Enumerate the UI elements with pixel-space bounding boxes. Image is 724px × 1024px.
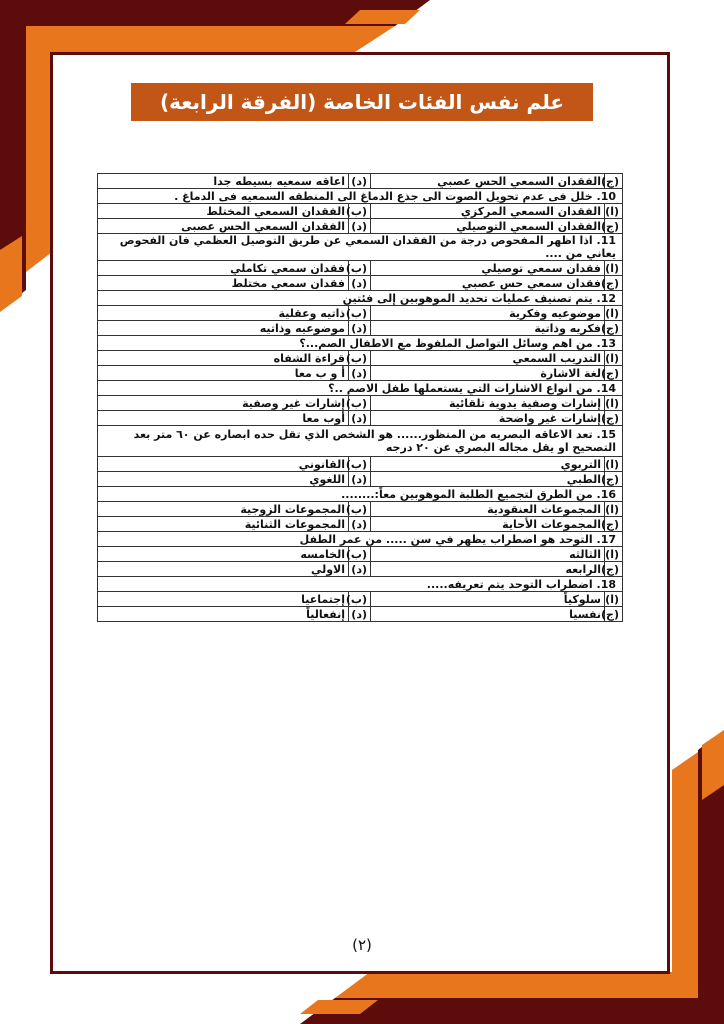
question-row — [98, 487, 623, 502]
option-letter: (ب) — [349, 261, 371, 276]
option-text: الفقدان السمعي الحس عصبى — [98, 219, 349, 234]
question-row — [98, 381, 623, 396]
option-text: فقدان سمعي تكاملي — [98, 261, 349, 276]
options-row — [98, 219, 623, 234]
questions-table — [97, 173, 623, 622]
option-text: فقدان سمعي مختلط — [98, 276, 349, 291]
option-letter: (ا) — [605, 351, 623, 366]
option-letter: (ا) — [605, 502, 623, 517]
option-text: قراءة الشفاه — [98, 351, 349, 366]
option-letter: (ج) — [605, 472, 623, 487]
options-row — [98, 547, 623, 562]
option-text: فقدان سمعي حس عصبي — [371, 276, 605, 291]
options-row — [98, 204, 623, 219]
option-letter: (ا) — [605, 547, 623, 562]
option-text: الفقدان السمعي المركزي — [371, 204, 605, 219]
option-text: القانوني — [98, 457, 349, 472]
option-letter: (ب) — [349, 457, 371, 472]
option-text: اعاقه سمعيه بسيطه جدا — [98, 174, 349, 189]
question-row — [98, 577, 623, 592]
option-letter: (ب) — [349, 351, 371, 366]
options-row — [98, 306, 623, 321]
option-text: فكريه وذاتية — [371, 321, 605, 336]
option-letter: (د) — [349, 472, 371, 487]
options-row — [98, 411, 623, 426]
question-text: 15. تعد الاعاقه البصريه من المنظور...... هو الشخص الذي تقل حده ابصاره عن ٦٠ متر بعد التصحيح او يقل مجاله البصري عن ٢٠ درجه — [98, 426, 623, 457]
option-text: الرابعه — [371, 562, 605, 577]
option-letter: (ا) — [605, 306, 623, 321]
option-letter: (ا) — [605, 261, 623, 276]
option-letter: (د) — [349, 411, 371, 426]
question-text: 12. يتم تصنيف عمليات تحديد الموهوبين إلى فئتين — [98, 291, 623, 306]
options-row — [98, 276, 623, 291]
option-text: إشارات غير وصفية — [98, 396, 349, 411]
option-letter: (ج) — [605, 276, 623, 291]
option-text: المجموعات الثنائية — [98, 517, 349, 532]
option-text: المجموعات الأحاية — [371, 517, 605, 532]
option-text: أ و ب معا — [98, 366, 349, 381]
options-row — [98, 396, 623, 411]
option-letter: (ج) — [605, 562, 623, 577]
option-letter: (د) — [349, 174, 371, 189]
options-row — [98, 174, 623, 189]
option-letter: (ب) — [349, 502, 371, 517]
question-row — [98, 532, 623, 547]
option-letter: (ب) — [349, 204, 371, 219]
options-row — [98, 592, 623, 607]
option-text: الاولي — [98, 562, 349, 577]
option-text: إشارات وصفية يدوية تلقائية — [371, 396, 605, 411]
option-letter: (ج) — [605, 321, 623, 336]
option-text: فقدان سمعي توصيلي — [371, 261, 605, 276]
option-text: نفسيا — [371, 607, 605, 622]
option-text: سلوكياً — [371, 592, 605, 607]
option-text: إشارات غير واضحة — [371, 411, 605, 426]
question-text: 17. التوحد هو اضطراب يظهر في سن ..... من عمر الطفل — [98, 532, 623, 547]
option-text: اللغوي — [98, 472, 349, 487]
option-letter: (د) — [349, 276, 371, 291]
option-letter: (ا) — [605, 396, 623, 411]
question-row — [98, 234, 623, 261]
option-text: التدريب السمعي — [371, 351, 605, 366]
option-letter: (ا) — [605, 204, 623, 219]
options-row — [98, 457, 623, 472]
option-letter: (ج) — [605, 517, 623, 532]
option-letter: (ج) — [605, 366, 623, 381]
option-letter: (د) — [349, 219, 371, 234]
option-text: المجموعات العنقودية — [371, 502, 605, 517]
options-row — [98, 502, 623, 517]
option-letter: (ا) — [605, 457, 623, 472]
option-letter: (ج) — [605, 411, 623, 426]
option-letter: (ج) — [605, 607, 623, 622]
option-text: موضوعيه وفكرية — [371, 306, 605, 321]
question-text: 14. من انواع الاشارات التي يستعملها طفل الاصم ..؟ — [98, 381, 623, 396]
question-row — [98, 426, 623, 457]
option-text: موضوعيه وذاتيه — [98, 321, 349, 336]
question-text: 16. من الطرق لتجميع الطلبة الموهوبين معاً:........ — [98, 487, 623, 502]
option-text: الفقدان السمعي الحس عصبي — [371, 174, 605, 189]
option-letter: (د) — [349, 562, 371, 577]
options-row — [98, 472, 623, 487]
option-text: الخامسه — [98, 547, 349, 562]
option-letter: (ب) — [349, 396, 371, 411]
option-text: إجتماعيا — [98, 592, 349, 607]
option-text: لغة الاشارة — [371, 366, 605, 381]
option-letter: (ا) — [605, 592, 623, 607]
option-text: المجموعات الزوجية — [98, 502, 349, 517]
option-text: إنفعالياً — [98, 607, 349, 622]
option-letter: (ج) — [605, 219, 623, 234]
option-letter: (ب) — [349, 306, 371, 321]
options-row — [98, 517, 623, 532]
option-text: الفقدان السمعي التوصيلي — [371, 219, 605, 234]
option-letter: (د) — [349, 321, 371, 336]
option-text: ذاتيه وعقلية — [98, 306, 349, 321]
page-title: علم نفس الفئات الخاصة (الفرقة الرابعة) — [131, 83, 593, 121]
question-text: 18. اضطراب التوحد يتم تعريفه..... — [98, 577, 623, 592]
option-letter: (د) — [349, 366, 371, 381]
options-row — [98, 261, 623, 276]
option-letter: (ج) — [605, 174, 623, 189]
options-row — [98, 607, 623, 622]
question-text: 13. من اهم وسائل التواصل الملفوظ مع الاطفال الصم...؟ — [98, 336, 623, 351]
option-text: الثالثه — [371, 547, 605, 562]
options-row — [98, 321, 623, 336]
options-row — [98, 562, 623, 577]
options-row — [98, 351, 623, 366]
option-text: الفقدان السمعي المختلط — [98, 204, 349, 219]
option-letter: (د) — [349, 517, 371, 532]
option-letter: (ب) — [349, 592, 371, 607]
page-number: (٢) — [352, 936, 372, 954]
question-row — [98, 336, 623, 351]
option-letter: (د) — [349, 607, 371, 622]
option-text: أوب معا — [98, 411, 349, 426]
question-text: 11. اذا اظهر المفحوص درجة من الفقدان السمعي عن طريق التوصيل العظمي فان الفحوص يعاني من .... — [98, 234, 623, 261]
question-row — [98, 189, 623, 204]
question-text: 10. خلل فى عدم تحويل الصوت الى جذع الدماغ الى المنطقه السمعيه فى الدماغ . — [98, 189, 623, 204]
option-text: الطبي — [371, 472, 605, 487]
options-row — [98, 366, 623, 381]
question-row — [98, 291, 623, 306]
option-letter: (ب) — [349, 547, 371, 562]
option-text: التربوي — [371, 457, 605, 472]
